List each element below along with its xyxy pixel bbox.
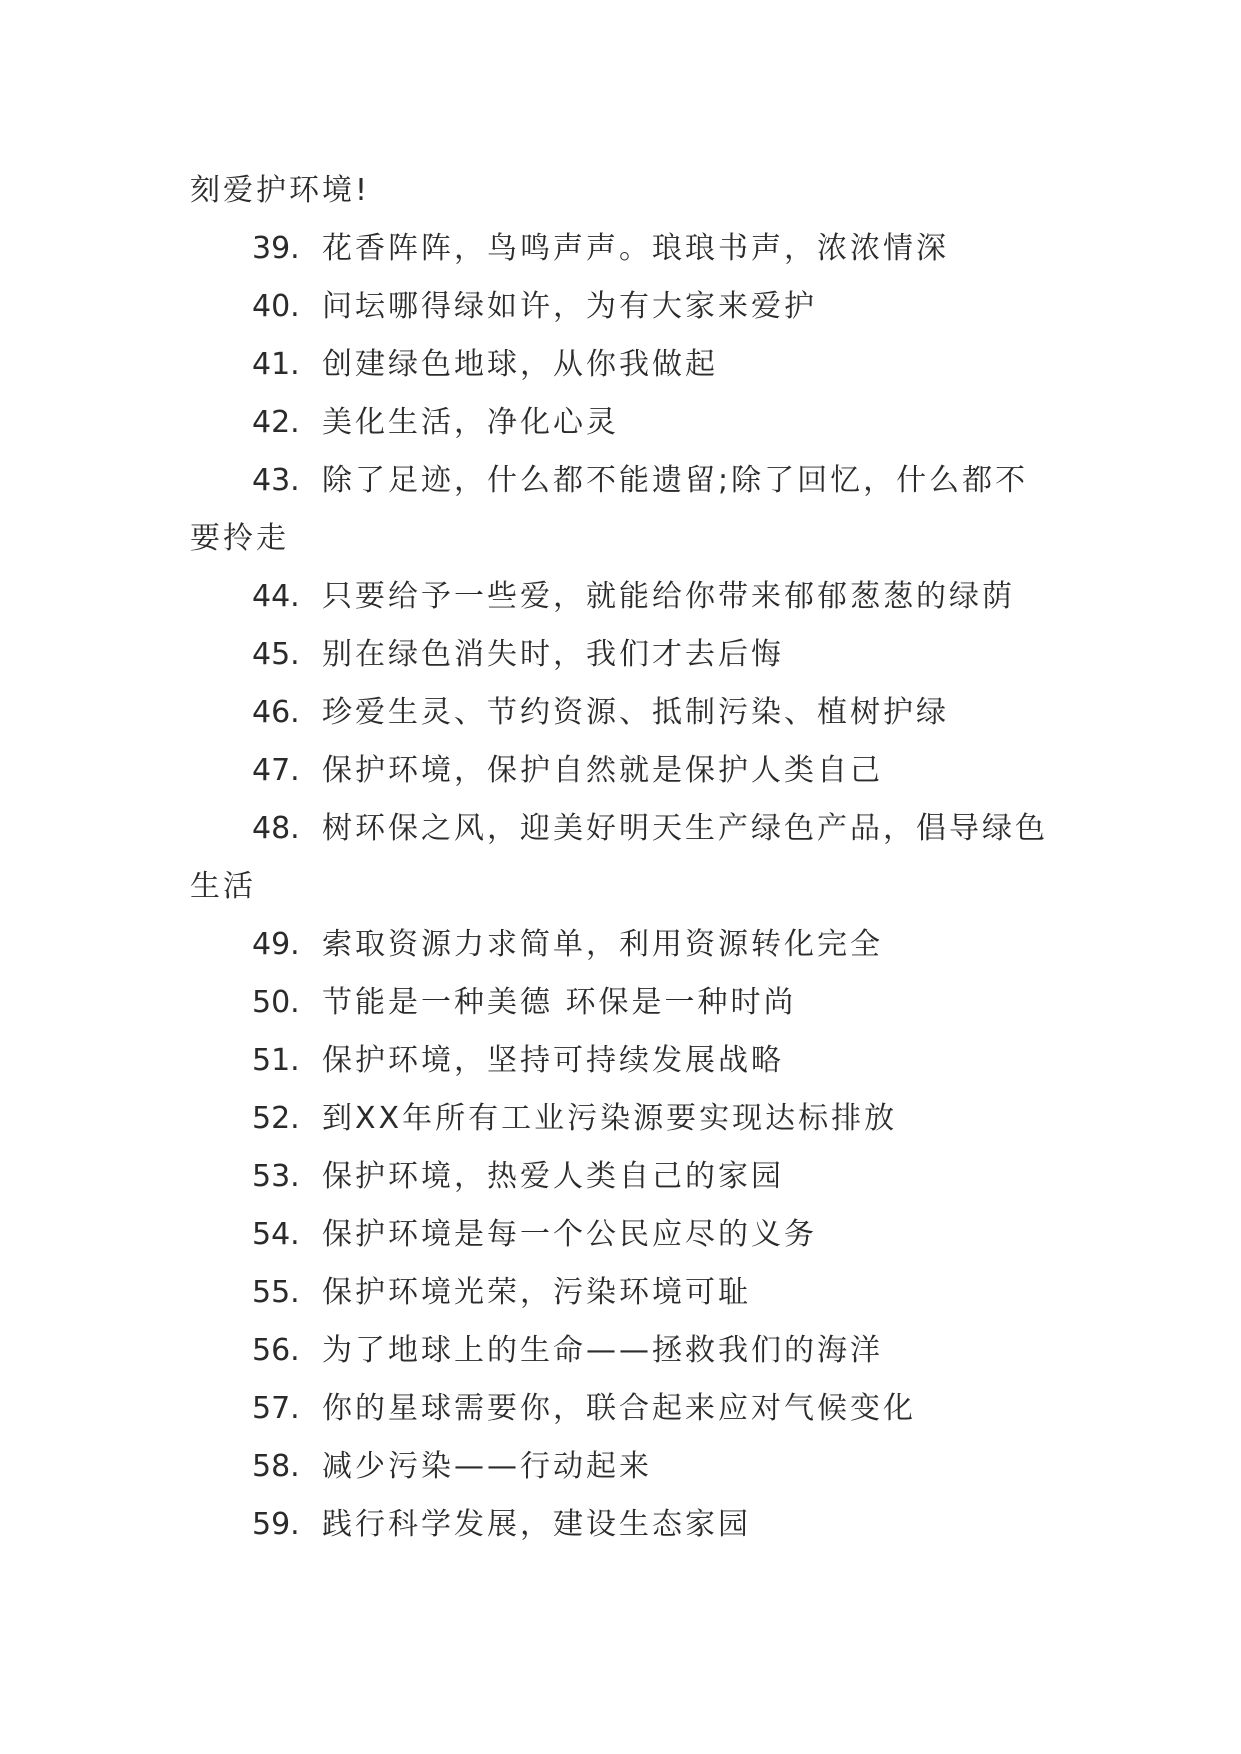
item-number: 42. <box>252 405 300 440</box>
item-number: 58. <box>252 1449 300 1484</box>
item-text: 问坛哪得绿如许，为有大家来爱护 <box>322 289 817 324</box>
continuation-line <box>190 858 1060 916</box>
item-number: 51. <box>252 1043 300 1078</box>
line-text: 刻爱护环境! <box>190 173 371 208</box>
item-text: 除了足迹，什么都不能遗留;除了回忆，什么都不 <box>322 463 1029 498</box>
slogan-item-56 <box>190 1322 1060 1380</box>
slogan-item-49 <box>190 916 1060 974</box>
item-text: 保护环境，热爱人类自己的家园 <box>322 1159 784 1194</box>
item-number: 43. <box>252 463 300 498</box>
item-text: 节能是一种美德 环保是一种时尚 <box>322 985 797 1020</box>
item-number: 47. <box>252 753 300 788</box>
item-number: 54. <box>252 1217 300 1252</box>
item-text: 到XX年所有工业污染源要实现达标排放 <box>322 1101 898 1136</box>
slogan-item-58 <box>190 1438 1060 1496</box>
slogan-item-57 <box>190 1380 1060 1438</box>
slogan-item-52 <box>190 1090 1060 1148</box>
slogan-item-51 <box>190 1032 1060 1090</box>
item-text: 保护环境，保护自然就是保护人类自己 <box>322 753 883 788</box>
item-text: 索取资源力求简单，利用资源转化完全 <box>322 927 883 962</box>
item-text: 树环保之风，迎美好明天生产绿色产品，倡导绿色 <box>322 811 1048 846</box>
item-number: 52. <box>252 1101 300 1136</box>
slogan-item-39 <box>190 220 1060 278</box>
item-number: 44. <box>252 579 300 614</box>
item-text: 保护环境，坚持可持续发展战略 <box>322 1043 784 1078</box>
slogan-item-48 <box>190 800 1060 858</box>
continuation-line <box>190 162 1060 220</box>
item-number: 50. <box>252 985 300 1020</box>
slogan-item-59 <box>190 1496 1060 1554</box>
item-text: 美化生活，净化心灵 <box>322 405 619 440</box>
slogan-item-45 <box>190 626 1060 684</box>
slogan-item-50 <box>190 974 1060 1032</box>
slogan-item-47 <box>190 742 1060 800</box>
slogan-item-41 <box>190 336 1060 394</box>
item-number: 41. <box>252 347 300 382</box>
slogan-item-54 <box>190 1206 1060 1264</box>
item-text: 别在绿色消失时，我们才去后悔 <box>322 637 784 672</box>
item-text: 保护环境是每一个公民应尽的义务 <box>322 1217 817 1252</box>
item-number: 45. <box>252 637 300 672</box>
item-number: 59. <box>252 1507 300 1542</box>
slogan-item-44 <box>190 568 1060 626</box>
slogan-item-53 <box>190 1148 1060 1206</box>
item-number: 48. <box>252 811 300 846</box>
item-number: 55. <box>252 1275 300 1310</box>
line-text: 要拎走 <box>190 521 289 556</box>
slogan-item-55 <box>190 1264 1060 1322</box>
item-number: 53. <box>252 1159 300 1194</box>
item-number: 46. <box>252 695 300 730</box>
item-text: 为了地球上的生命——拯救我们的海洋 <box>322 1333 883 1368</box>
item-text: 珍爱生灵、节约资源、抵制污染、植树护绿 <box>322 695 949 730</box>
item-text: 花香阵阵，鸟鸣声声。琅琅书声，浓浓情深 <box>322 231 949 266</box>
item-text: 践行科学发展，建设生态家园 <box>322 1507 751 1542</box>
slogan-item-43 <box>190 452 1060 510</box>
slogan-item-46 <box>190 684 1060 742</box>
item-number: 57. <box>252 1391 300 1426</box>
item-text: 你的星球需要你，联合起来应对气候变化 <box>322 1391 916 1426</box>
slogan-item-42 <box>190 394 1060 452</box>
line-text: 生活 <box>190 869 256 904</box>
item-text: 创建绿色地球，从你我做起 <box>322 347 718 382</box>
slogan-list <box>190 162 1060 1554</box>
item-number: 49. <box>252 927 300 962</box>
item-number: 40. <box>252 289 300 324</box>
continuation-line <box>190 510 1060 568</box>
item-text: 减少污染——行动起来 <box>322 1449 652 1484</box>
item-number: 39. <box>252 231 300 266</box>
slogan-item-40 <box>190 278 1060 336</box>
item-text: 保护环境光荣，污染环境可耻 <box>322 1275 751 1310</box>
item-number: 56. <box>252 1333 300 1368</box>
item-text: 只要给予一些爱，就能给你带来郁郁葱葱的绿荫 <box>322 579 1015 614</box>
